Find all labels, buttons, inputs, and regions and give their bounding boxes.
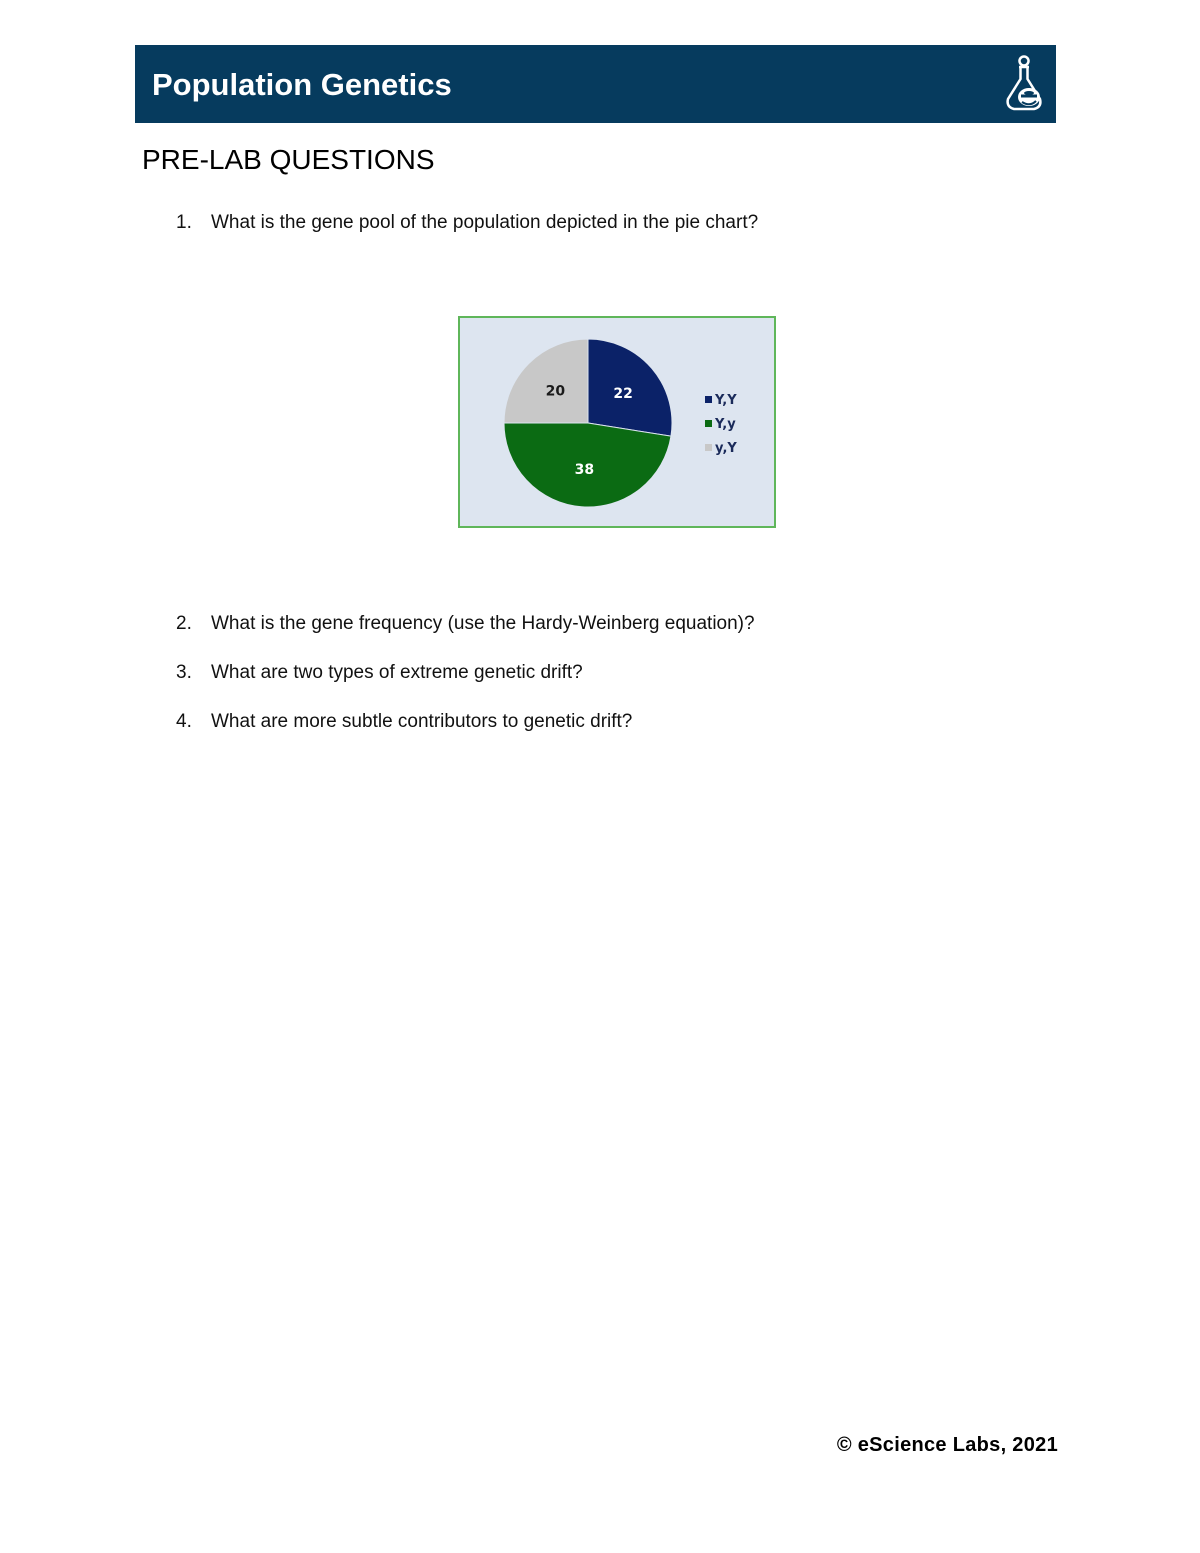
pie-data-label: 38 [574,462,595,479]
copyright-footer: © eScience Labs, 2021 [836,1434,1058,1456]
question-2 [176,612,755,636]
legend-swatch [705,396,712,403]
pie-slice [504,339,588,423]
pie-chart [458,316,776,528]
header-bar [135,45,1056,123]
question-1 [176,211,758,235]
section-heading: PRE-LAB QUESTIONS [142,144,435,175]
legend-swatch [705,444,712,451]
flask-e-logo-icon [1002,55,1046,113]
question-4 [176,710,632,734]
legend-label: Y,y [715,417,736,432]
question-number: 2. [176,613,192,634]
pie-data-label: 20 [545,383,566,400]
pie-chart-svg [460,318,774,526]
question-text: What are more subtle contributors to genetic drift? [211,711,633,732]
question-3 [176,661,583,685]
question-text: What are two types of extreme genetic drift? [211,662,583,683]
legend-label: y,Y [715,441,737,456]
question-number: 4. [176,711,192,732]
legend-label: Y,Y [715,393,737,408]
question-text: What is the gene pool of the population depicted in the pie chart? [211,212,759,233]
page-title: Population Genetics [152,67,452,102]
question-number: 1. [176,212,192,233]
question-number: 3. [176,662,192,683]
pie-data-label: 22 [613,385,633,402]
legend-swatch [705,420,712,427]
question-text: What is the gene frequency (use the Hardy-Weinberg equation)? [211,613,755,634]
